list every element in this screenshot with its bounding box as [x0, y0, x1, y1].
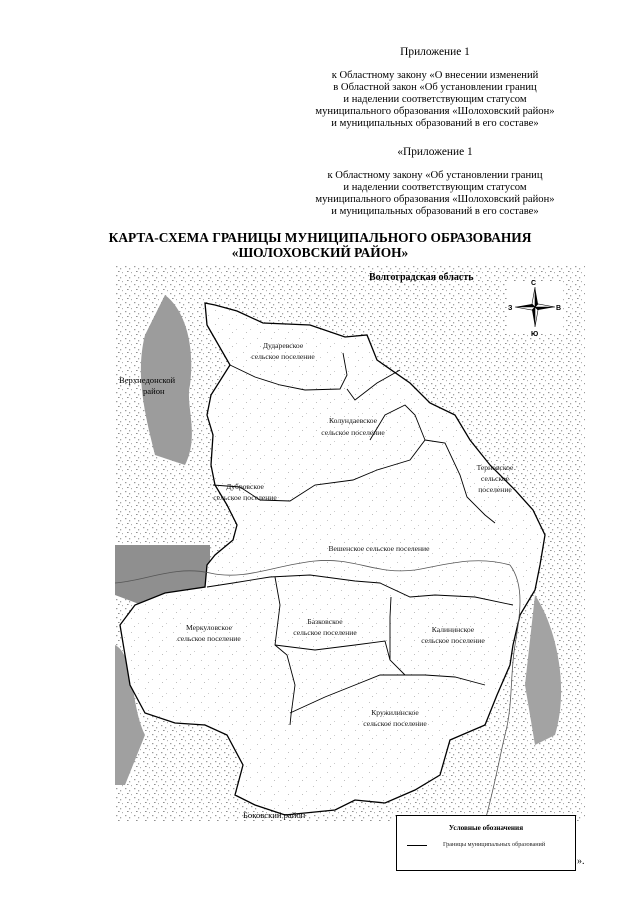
- appendix-line: муниципального образования «Шолоховский район»: [315, 194, 555, 205]
- map-title: [60, 230, 580, 260]
- region-label-verkhnedonskoy: район: [143, 386, 165, 396]
- appendix-line: и наделении соответствующим статусом: [343, 94, 527, 105]
- compass-rose-icon: [507, 280, 563, 338]
- boundary-line-icon: [407, 845, 427, 846]
- settlement-label-bazkovskoe: Базковское: [307, 617, 343, 626]
- settlement-label-dudarevskoe: сельское поселение: [251, 352, 315, 361]
- appendix-line: и муниципальных образований в его составе»: [331, 206, 539, 217]
- settlement-label-merkulovskoe: сельское поселение: [177, 634, 241, 643]
- compass-west: З: [508, 305, 513, 312]
- settlement-label-ternovskoe: поселение: [478, 485, 512, 494]
- region-label-bokovsky: Боковский район: [243, 810, 306, 820]
- settlement-label-ternovskoe: Терновское: [476, 463, 514, 472]
- settlement-label-dubrovskoe: Дубровское: [226, 482, 264, 491]
- settlement-label-bazkovskoe: сельское поселение: [293, 628, 357, 637]
- settlement-label-kruzhilinskoe: Кружилинское: [371, 708, 419, 717]
- settlement-label-kalininskoe: Калининское: [431, 625, 475, 634]
- appendix-line: и муниципальных образований в его составе»: [331, 118, 539, 129]
- appendix-line: в Областной закон «Об установлении границ: [333, 82, 537, 93]
- legend-item-boundaries: Границы муниципальных образований: [443, 841, 546, 848]
- settlement-label-dudarevskoe: Дударевское: [262, 341, 304, 350]
- settlement-label-kruzhilinskoe: сельское поселение: [363, 719, 427, 728]
- appendix-heading: «Приложение 1: [397, 146, 473, 158]
- appendix-line: к Областному закону «О внесении изменений: [331, 70, 539, 81]
- settlement-label-dubrovskoe: сельское поселение: [213, 493, 277, 502]
- settlement-label-ternovskoe: сельское: [480, 474, 510, 483]
- compass-east: В: [556, 305, 562, 312]
- compass-north: С: [531, 280, 537, 287]
- compass-south: Ю: [531, 331, 539, 338]
- closing-quote: ».: [577, 856, 585, 867]
- region-label-verkhnedonskoy: Верхнедонской: [119, 375, 176, 385]
- settlement-label-kolundaevskoe: сельское поселение: [321, 428, 385, 437]
- appendix-line: и наделении соответствующим статусом: [343, 182, 527, 193]
- district-map: [115, 265, 585, 821]
- appendix-heading: Приложение 1: [400, 46, 470, 58]
- region-label-volgograd: Волгоградская область: [369, 272, 474, 283]
- appendix-note-original: [250, 146, 620, 218]
- map-title-line: КАРТА-СХЕМА ГРАНИЦЫ МУНИЦИПАЛЬНОГО ОБРАЗОВАНИЯ: [108, 230, 532, 245]
- appendix-line: к Областному закону «Об установлении границ: [327, 170, 543, 181]
- appendix-line: муниципального образования «Шолоховский район»: [315, 106, 555, 117]
- legend-title: Условные обозначения: [448, 824, 524, 832]
- settlement-label-kalininskoe: сельское поселение: [421, 636, 485, 645]
- map-legend: [396, 815, 576, 871]
- settlement-label-veshenskoe: Вешенское сельское поселение: [328, 544, 430, 553]
- settlement-label-kolundaevskoe: Колундаевское: [328, 416, 378, 425]
- settlement-label-merkulovskoe: Меркуловское: [186, 623, 232, 632]
- map-title-line: «ШОЛОХОВСКИЙ РАЙОН»: [231, 245, 409, 260]
- appendix-note-amendment: [250, 46, 620, 130]
